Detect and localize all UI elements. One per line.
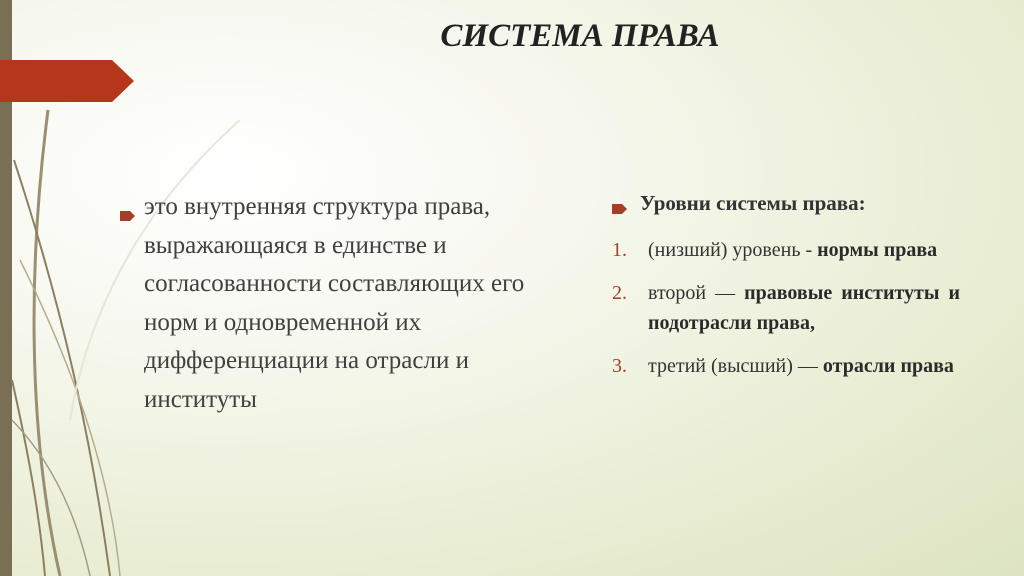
level-bold: отрасли права (822, 354, 954, 377)
definition-block (120, 188, 540, 419)
level-bold: нормы права (817, 239, 938, 261)
definition-text: это внутренняя структура права, выражающаяся в единстве и согласованности составляющих его норм и одновременной их дифференциации на отрасли и институты (144, 193, 525, 413)
list-item (612, 235, 960, 266)
arrow-bullet-icon (612, 188, 640, 223)
level-plain: (низший) уровень - (648, 239, 818, 261)
level-plain: третий (высший) — (648, 354, 823, 377)
list-item (612, 278, 960, 339)
arrow-bullet-icon (120, 188, 144, 419)
list-number: 3. (612, 354, 627, 377)
level-bold: правовые институты и подотрасли права, (648, 281, 960, 334)
levels-heading: Уровни системы права: (640, 191, 866, 215)
levels-heading-row (612, 188, 960, 223)
levels-list (612, 235, 960, 381)
definition-bullet (120, 188, 540, 419)
list-number: 1. (612, 239, 627, 261)
red-ribbon (0, 60, 134, 102)
levels-block (612, 188, 960, 393)
list-item (612, 351, 960, 382)
list-text (648, 278, 960, 339)
list-text (648, 235, 960, 266)
level-plain: второй — (648, 281, 745, 304)
slide-title: СИСТЕМА ПРАВА (440, 18, 720, 54)
list-text (648, 351, 960, 382)
list-number: 2. (612, 281, 627, 304)
